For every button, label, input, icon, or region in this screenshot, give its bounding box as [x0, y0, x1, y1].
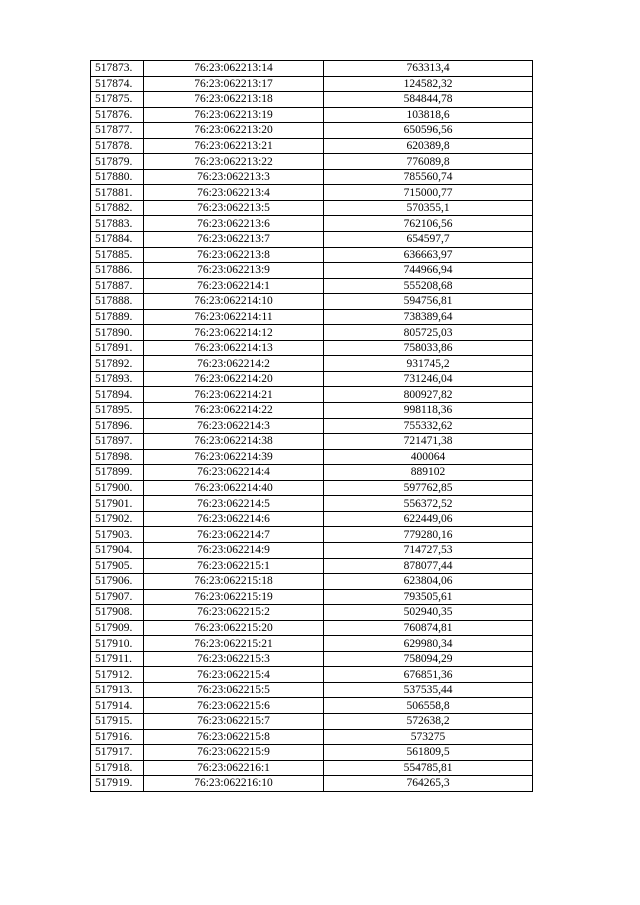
table-row	[91, 263, 533, 279]
cadastral-value-table	[90, 60, 533, 792]
table-row	[91, 636, 533, 652]
table-row	[91, 294, 533, 310]
cadastral-number-cell: 76:23:062213:5	[144, 200, 324, 216]
cadastral-number-cell: 76:23:062214:5	[144, 496, 324, 512]
table-row	[91, 667, 533, 683]
cadastral-value-cell: 597762,85	[324, 480, 533, 496]
cadastral-value-cell: 555208,68	[324, 278, 533, 294]
cadastral-value-cell: 561809,5	[324, 745, 533, 761]
cadastral-number-cell: 76:23:062214:21	[144, 387, 324, 403]
cadastral-number-cell: 76:23:062214:1	[144, 278, 324, 294]
row-number-cell: 517885.	[91, 247, 144, 263]
cadastral-number-cell: 76:23:062215:18	[144, 574, 324, 590]
cadastral-number-cell: 76:23:062213:19	[144, 107, 324, 123]
row-number-cell: 517898.	[91, 449, 144, 465]
cadastral-number-cell: 76:23:062213:18	[144, 92, 324, 108]
cadastral-number-cell: 76:23:062213:3	[144, 169, 324, 185]
table-row	[91, 340, 533, 356]
cadastral-value-cell: 805725,03	[324, 325, 533, 341]
row-number-cell: 517881.	[91, 185, 144, 201]
row-number-cell: 517876.	[91, 107, 144, 123]
cadastral-number-cell: 76:23:062214:12	[144, 325, 324, 341]
cadastral-value-cell: 931745,2	[324, 356, 533, 372]
cadastral-value-cell: 755332,62	[324, 418, 533, 434]
cadastral-value-cell: 676851,36	[324, 667, 533, 683]
table-row	[91, 589, 533, 605]
table-row	[91, 403, 533, 419]
cadastral-number-cell: 76:23:062214:9	[144, 542, 324, 558]
table-row	[91, 542, 533, 558]
cadastral-number-cell: 76:23:062214:39	[144, 449, 324, 465]
cadastral-value-cell: 779280,16	[324, 527, 533, 543]
row-number-cell: 517880.	[91, 169, 144, 185]
cadastral-value-cell: 758094,29	[324, 651, 533, 667]
cadastral-value-cell: 636663,97	[324, 247, 533, 263]
table-row	[91, 574, 533, 590]
row-number-cell: 517883.	[91, 216, 144, 232]
row-number-cell: 517896.	[91, 418, 144, 434]
cadastral-value-cell: 594756,81	[324, 294, 533, 310]
row-number-cell: 517887.	[91, 278, 144, 294]
cadastral-number-cell: 76:23:062214:7	[144, 527, 324, 543]
cadastral-number-cell: 76:23:062215:9	[144, 745, 324, 761]
cadastral-number-cell: 76:23:062213:14	[144, 61, 324, 77]
cadastral-number-cell: 76:23:062216:1	[144, 760, 324, 776]
row-number-cell: 517892.	[91, 356, 144, 372]
table-row	[91, 107, 533, 123]
cadastral-value-cell: 785560,74	[324, 169, 533, 185]
cadastral-number-cell: 76:23:062215:5	[144, 682, 324, 698]
table-row	[91, 713, 533, 729]
table-row	[91, 325, 533, 341]
row-number-cell: 517905.	[91, 558, 144, 574]
cadastral-value-cell: 572638,2	[324, 713, 533, 729]
table-row	[91, 61, 533, 77]
cadastral-value-cell: 715000,77	[324, 185, 533, 201]
cadastral-number-cell: 76:23:062213:20	[144, 123, 324, 139]
cadastral-value-cell: 714727,53	[324, 542, 533, 558]
table-row	[91, 418, 533, 434]
row-number-cell: 517903.	[91, 527, 144, 543]
table-row	[91, 371, 533, 387]
cadastral-number-cell: 76:23:062214:13	[144, 340, 324, 356]
row-number-cell: 517895.	[91, 403, 144, 419]
cadastral-number-cell: 76:23:062213:4	[144, 185, 324, 201]
cadastral-number-cell: 76:23:062215:8	[144, 729, 324, 745]
table-row	[91, 682, 533, 698]
row-number-cell: 517915.	[91, 713, 144, 729]
cadastral-value-cell: 584844,78	[324, 92, 533, 108]
cadastral-value-cell: 506558,8	[324, 698, 533, 714]
row-number-cell: 517893.	[91, 371, 144, 387]
cadastral-number-cell: 76:23:062214:4	[144, 465, 324, 481]
cadastral-value-cell: 502940,35	[324, 605, 533, 621]
cadastral-value-cell: 103818,6	[324, 107, 533, 123]
row-number-cell: 517908.	[91, 605, 144, 621]
cadastral-value-cell: 623804,06	[324, 574, 533, 590]
table-row	[91, 200, 533, 216]
table-row	[91, 449, 533, 465]
table-row	[91, 232, 533, 248]
row-number-cell: 517889.	[91, 309, 144, 325]
row-number-cell: 517914.	[91, 698, 144, 714]
cadastral-number-cell: 76:23:062215:6	[144, 698, 324, 714]
cadastral-number-cell: 76:23:062215:3	[144, 651, 324, 667]
cadastral-value-cell: 556372,52	[324, 496, 533, 512]
cadastral-number-cell: 76:23:062214:22	[144, 403, 324, 419]
table-row	[91, 745, 533, 761]
row-number-cell: 517882.	[91, 200, 144, 216]
table-row	[91, 776, 533, 792]
row-number-cell: 517878.	[91, 138, 144, 154]
table-row	[91, 247, 533, 263]
cadastral-number-cell: 76:23:062216:10	[144, 776, 324, 792]
cadastral-value-cell: 762106,56	[324, 216, 533, 232]
row-number-cell: 517911.	[91, 651, 144, 667]
row-number-cell: 517875.	[91, 92, 144, 108]
cadastral-value-cell: 622449,06	[324, 511, 533, 527]
table-row	[91, 480, 533, 496]
table-row	[91, 154, 533, 170]
cadastral-number-cell: 76:23:062213:8	[144, 247, 324, 263]
cadastral-number-cell: 76:23:062213:7	[144, 232, 324, 248]
cadastral-value-cell: 650596,56	[324, 123, 533, 139]
cadastral-value-cell: 554785,81	[324, 760, 533, 776]
table-row	[91, 760, 533, 776]
table-row	[91, 496, 533, 512]
table-row	[91, 185, 533, 201]
cadastral-value-cell: 620389,8	[324, 138, 533, 154]
cadastral-value-cell: 763313,4	[324, 61, 533, 77]
table-row	[91, 511, 533, 527]
cadastral-value-cell: 758033,86	[324, 340, 533, 356]
row-number-cell: 517873.	[91, 61, 144, 77]
cadastral-number-cell: 76:23:062214:6	[144, 511, 324, 527]
cadastral-value-cell: 400064	[324, 449, 533, 465]
cadastral-number-cell: 76:23:062213:21	[144, 138, 324, 154]
row-number-cell: 517912.	[91, 667, 144, 683]
table-row	[91, 169, 533, 185]
cadastral-number-cell: 76:23:062215:7	[144, 713, 324, 729]
cadastral-value-cell: 878077,44	[324, 558, 533, 574]
row-number-cell: 517916.	[91, 729, 144, 745]
row-number-cell: 517917.	[91, 745, 144, 761]
cadastral-value-cell: 764265,3	[324, 776, 533, 792]
table-row	[91, 465, 533, 481]
cadastral-value-cell: 570355,1	[324, 200, 533, 216]
cadastral-number-cell: 76:23:062214:11	[144, 309, 324, 325]
table-row	[91, 92, 533, 108]
table-body	[91, 61, 533, 792]
cadastral-number-cell: 76:23:062214:40	[144, 480, 324, 496]
table-row	[91, 729, 533, 745]
cadastral-number-cell: 76:23:062213:9	[144, 263, 324, 279]
row-number-cell: 517910.	[91, 636, 144, 652]
cadastral-value-cell: 738389,64	[324, 309, 533, 325]
cadastral-value-cell: 744966,94	[324, 263, 533, 279]
row-number-cell: 517919.	[91, 776, 144, 792]
cadastral-value-cell: 537535,44	[324, 682, 533, 698]
cadastral-value-cell: 721471,38	[324, 434, 533, 450]
cadastral-value-cell: 889102	[324, 465, 533, 481]
row-number-cell: 517897.	[91, 434, 144, 450]
row-number-cell: 517900.	[91, 480, 144, 496]
cadastral-number-cell: 76:23:062215:21	[144, 636, 324, 652]
cadastral-number-cell: 76:23:062213:17	[144, 76, 324, 92]
table-row	[91, 216, 533, 232]
cadastral-value-cell: 124582,32	[324, 76, 533, 92]
table-row	[91, 605, 533, 621]
row-number-cell: 517888.	[91, 294, 144, 310]
cadastral-number-cell: 76:23:062214:38	[144, 434, 324, 450]
cadastral-value-cell: 998118,36	[324, 403, 533, 419]
row-number-cell: 517909.	[91, 620, 144, 636]
table-row	[91, 434, 533, 450]
row-number-cell: 517904.	[91, 542, 144, 558]
cadastral-number-cell: 76:23:062215:19	[144, 589, 324, 605]
table-row	[91, 76, 533, 92]
cadastral-value-cell: 731246,04	[324, 371, 533, 387]
row-number-cell: 517890.	[91, 325, 144, 341]
row-number-cell: 517894.	[91, 387, 144, 403]
cadastral-value-cell: 760874,81	[324, 620, 533, 636]
row-number-cell: 517902.	[91, 511, 144, 527]
table-row	[91, 387, 533, 403]
table-row	[91, 356, 533, 372]
table-row	[91, 138, 533, 154]
cadastral-value-cell: 654597,7	[324, 232, 533, 248]
cadastral-number-cell: 76:23:062214:20	[144, 371, 324, 387]
cadastral-number-cell: 76:23:062214:10	[144, 294, 324, 310]
cadastral-number-cell: 76:23:062215:1	[144, 558, 324, 574]
cadastral-number-cell: 76:23:062213:6	[144, 216, 324, 232]
table-row	[91, 309, 533, 325]
cadastral-number-cell: 76:23:062215:4	[144, 667, 324, 683]
row-number-cell: 517891.	[91, 340, 144, 356]
cadastral-value-cell: 793505,61	[324, 589, 533, 605]
table-row	[91, 278, 533, 294]
table-row	[91, 123, 533, 139]
table-row	[91, 651, 533, 667]
cadastral-value-cell: 776089,8	[324, 154, 533, 170]
row-number-cell: 517877.	[91, 123, 144, 139]
cadastral-number-cell: 76:23:062213:22	[144, 154, 324, 170]
row-number-cell: 517901.	[91, 496, 144, 512]
row-number-cell: 517879.	[91, 154, 144, 170]
row-number-cell: 517874.	[91, 76, 144, 92]
table-row	[91, 620, 533, 636]
cadastral-number-cell: 76:23:062214:3	[144, 418, 324, 434]
cadastral-number-cell: 76:23:062215:2	[144, 605, 324, 621]
cadastral-value-cell: 573275	[324, 729, 533, 745]
row-number-cell: 517913.	[91, 682, 144, 698]
cadastral-number-cell: 76:23:062215:20	[144, 620, 324, 636]
table-row	[91, 527, 533, 543]
cadastral-value-cell: 800927,82	[324, 387, 533, 403]
row-number-cell: 517918.	[91, 760, 144, 776]
row-number-cell: 517884.	[91, 232, 144, 248]
row-number-cell: 517906.	[91, 574, 144, 590]
row-number-cell: 517907.	[91, 589, 144, 605]
cadastral-number-cell: 76:23:062214:2	[144, 356, 324, 372]
table-row	[91, 698, 533, 714]
row-number-cell: 517899.	[91, 465, 144, 481]
row-number-cell: 517886.	[91, 263, 144, 279]
cadastral-value-cell: 629980,34	[324, 636, 533, 652]
table-row	[91, 558, 533, 574]
